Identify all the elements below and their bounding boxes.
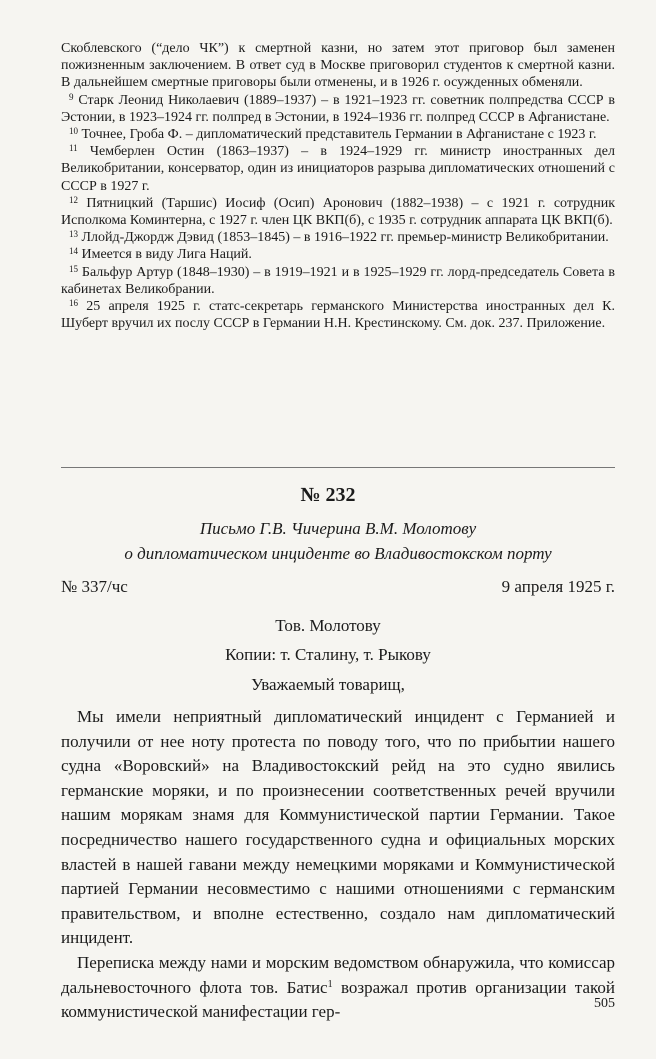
footnote-text: Чемберлен Остин (1863–1937) – в 1924–1929 гг. министр иностранных дел Великобритании, консерватор, один из инициаторов разрыва дипломатических отношений с СССР в 1927 г. [61, 144, 616, 194]
footnote-12 [61, 195, 615, 229]
footnote-divider [61, 467, 615, 468]
footnote-text: 25 апреля 1925 г. статс-секретарь германского Министерства иностранных дел К. Шуберт вручил их послу СССР в Германии Н.Н. Крестинскому. См. док. 237. Приложение. [61, 299, 616, 332]
paragraph-1: Мы имели неприятный дипломатический инцидент с Германией и получили от нее ноту протеста по поводу того, что по прибытии нашего судна «Воровский» на Владивостокский рейд на это судно явились германские моряки, и по произнесении соответственных речей вручили нашим морякам знамя для Коммунистической партии Германии. Такое посредничество нашего государственного судна и официальных морских властей в нашей гавани между немецкими моряками и Коммунистической партией Германии несовместимо с нашими отношениями с германским правительством, и вполне естественно, создало нам дипломатический инцидент. [61, 707, 615, 948]
paragraph-2 [61, 951, 615, 1025]
footnote-number: 15 [69, 263, 78, 274]
footnote-16 [61, 298, 615, 332]
footnote-number: 9 [69, 91, 74, 102]
footnotes-block [61, 40, 615, 332]
footnote-continuation: Скоблевского (“дело ЧК”) к смертной казни, но затем этот приговор был заменен пожизненным заключением. В ответ суд в Москве приговорил студентов к смертной казни. В дальнейшем смертные приговоры были отменены, и в 1926 г. осужденных обменяли. [61, 41, 615, 91]
footnote-text: Имеется в виду Лига Наций. [81, 247, 252, 263]
footnote-text: Точнее, Гроба Ф. – дипломатический представитель Германии в Афганистане с 1923 г. [81, 127, 597, 143]
footnote-14 [61, 246, 615, 263]
footnote-11 [61, 143, 615, 195]
copies-line: Копии: т. Сталину, т. Рыкову [225, 645, 431, 664]
greeting: Уважаемый товарищ, [251, 675, 405, 694]
footnote-text: Пятницкий (Таршис) Иосиф (Осип) Аронович (1882–1938) – с 1921 г. сотрудник Исполкома Коминтерна, с 1927 г. член ЦК ВКП(б), с 1935 г. сотрудник аппарата ЦК ВКП(б). [61, 195, 616, 229]
letter-body [61, 705, 615, 1025]
footnote-number: 10 [69, 126, 78, 137]
registration-number: № 337/чс [61, 577, 128, 596]
footnote-text: Бальфур Артур (1848–1930) – в 1919–1921 и в 1925–1929 гг. лорд-председатель Совета в кабинетах Великобрании. [61, 264, 615, 297]
document-title-line2: о дипломатическом инциденте во Владивостокском порту [124, 544, 552, 563]
footnote-number: 13 [69, 229, 78, 240]
footnote-number: 14 [69, 246, 78, 257]
footnote-10 [61, 126, 615, 143]
letter-date: 9 апреля 1925 г. [501, 577, 615, 596]
footnote-15 [61, 264, 615, 298]
document-title-line1: Письмо Г.В. Чичерина В.М. Молотову [199, 519, 477, 538]
page-number: 505 [594, 996, 615, 1011]
footnote-ref: 1 [327, 978, 333, 990]
footnote-text: Ллойд-Джордж Дэвид (1853–1845) – в 1916–1922 гг. премьер-министр Великобритании. [81, 230, 609, 246]
footnote-text: Старк Леонид Николаевич (1889–1937) – в 1921–1923 гг. советник полпредства СССР в Эстонии, в 1923–1924 гг. полпред в Эстонии, в 1924–1936 гг. полпред СССР в Афганистане. [61, 92, 616, 125]
document-title [61, 516, 615, 566]
footnote-number: 11 [69, 143, 78, 154]
document-number: № 232 [300, 484, 356, 506]
footnote-number: 16 [69, 298, 78, 309]
paragraph-2-text-b: возражал против организации такой коммунистической манифестации гер- [61, 977, 615, 1022]
addressee: Тов. Молотову [275, 616, 381, 635]
footnote-number: 12 [69, 194, 78, 205]
footnote-9 [61, 92, 615, 126]
footnote-13 [61, 229, 615, 246]
paragraph-2-text-a: Переписка между нами и морским ведомством обнаружила, что комиссар дальневосточного флота тов. Батис [61, 952, 615, 997]
